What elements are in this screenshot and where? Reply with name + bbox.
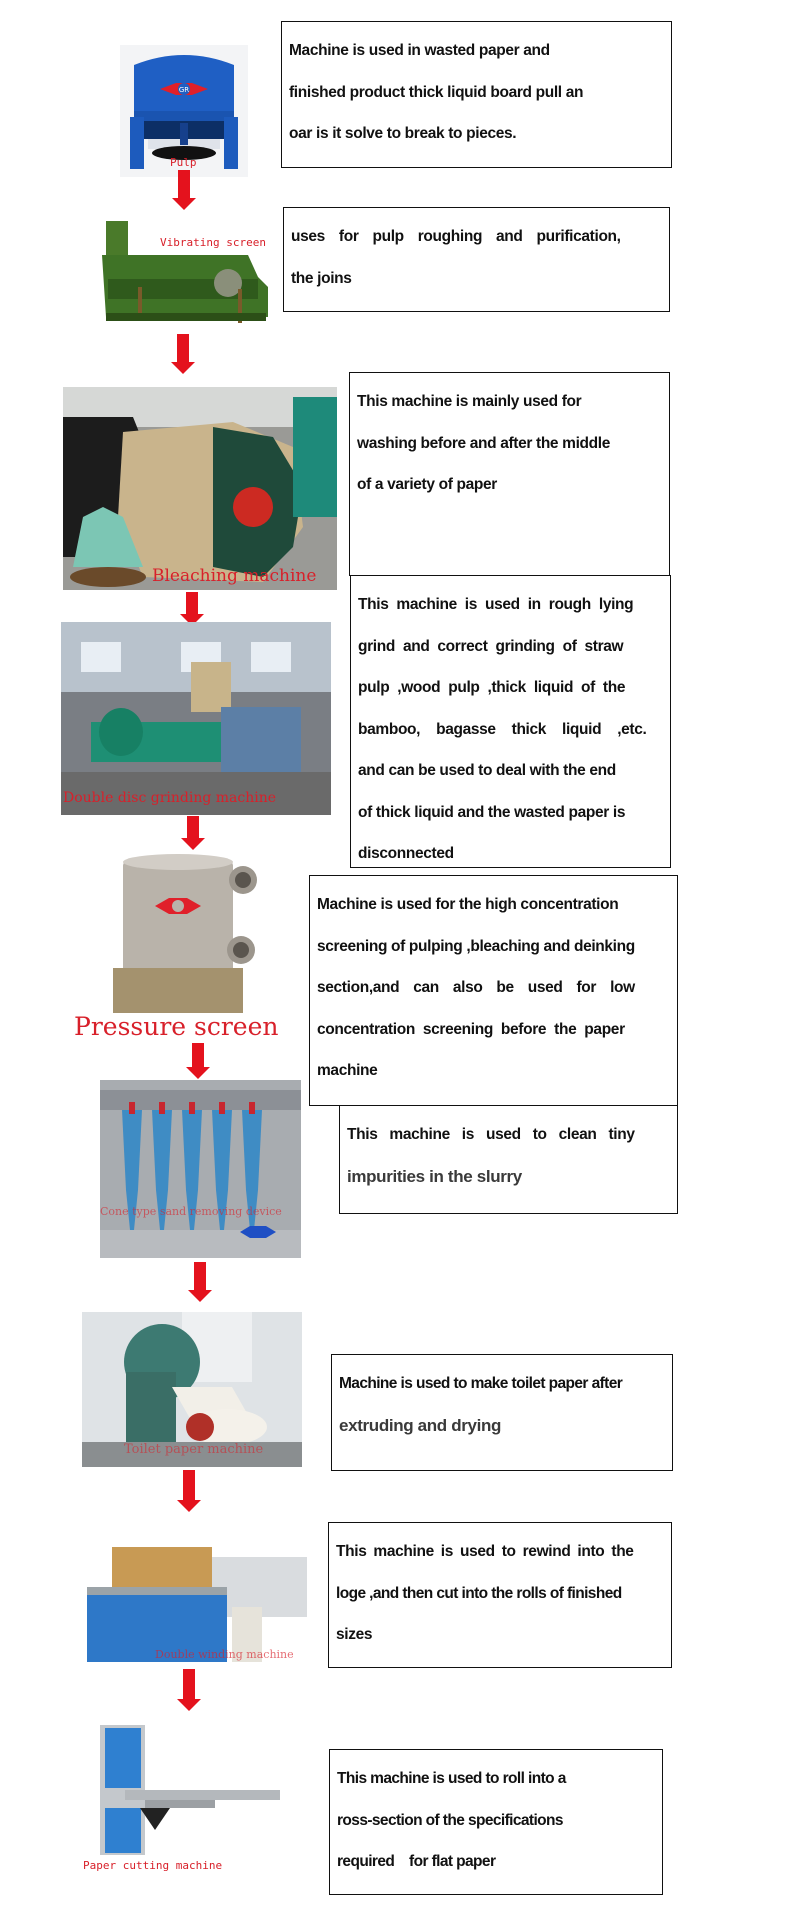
desc-line: disconnected xyxy=(358,845,454,862)
description-box-cutting-machine xyxy=(329,1749,663,1895)
desc-line: washing before and after the middle xyxy=(357,434,611,452)
desc-line: screening of pulping ,bleaching and deinking xyxy=(317,937,635,955)
desc-line: loge ,and then cut into the rolls of finished xyxy=(336,1584,622,1602)
description-box-pressure-screen xyxy=(309,875,678,1106)
desc-line: required for flat paper xyxy=(337,1853,496,1870)
desc-line: This machine is mainly used for xyxy=(357,393,582,410)
desc-line: sizes xyxy=(336,1626,373,1643)
grinding-machine-caption: Double disc grinding machine xyxy=(63,790,277,806)
desc-line: of thick liquid and the wasted paper is xyxy=(358,803,626,821)
flow-arrow-5 xyxy=(186,1043,210,1079)
description-box-toilet-paper-machine xyxy=(331,1354,673,1471)
desc-line: machine xyxy=(317,1062,378,1079)
desc-line: extruding and drying xyxy=(339,1415,502,1435)
cutting-machine-photo xyxy=(85,1720,283,1860)
description-box-vibrating-screen xyxy=(283,207,670,312)
flow-arrow-3 xyxy=(180,592,204,626)
vibrating-screen-caption: Vibrating screen xyxy=(160,236,266,249)
sand-remover-caption: Cone type sand removing device xyxy=(100,1205,282,1218)
desc-line: and can be used to deal with the end xyxy=(358,762,616,779)
sand-remover-photo xyxy=(100,1080,301,1258)
cutting-machine-caption: Paper cutting machine xyxy=(83,1859,223,1872)
desc-line: finished product thick liquid board pull an xyxy=(289,83,584,101)
svg-text:GR: GR xyxy=(178,86,190,94)
flow-arrow-2 xyxy=(171,334,195,374)
vibrating-screen-photo xyxy=(98,217,275,332)
grinding-machine-photo xyxy=(61,622,331,815)
pressure-screen-photo xyxy=(73,850,280,1025)
desc-line: Machine is used in wasted paper and xyxy=(289,42,550,59)
desc-line: oar is it solve to break to pieces. xyxy=(289,125,517,142)
desc-line: This machine is used to clean tiny xyxy=(347,1126,635,1143)
desc-line: impurities in the slurry xyxy=(347,1166,522,1186)
description-box-pulper xyxy=(281,21,672,168)
desc-line: section,and can also be used for low xyxy=(317,979,635,996)
winding-machine-photo xyxy=(82,1527,307,1667)
desc-line: ross-section of the specifications xyxy=(337,1811,563,1829)
desc-line: Machine is used for the high concentration xyxy=(317,896,619,913)
desc-line: of a variety of paper xyxy=(357,476,497,493)
flow-arrow-1 xyxy=(172,170,196,210)
desc-line: pulp ,wood pulp ,thick liquid of the xyxy=(358,679,626,696)
pressure-screen-caption: Pressure screen xyxy=(74,1012,279,1041)
desc-line: the joins xyxy=(291,269,352,287)
winding-machine-caption: Double winding machine xyxy=(155,1648,294,1661)
flow-arrow-4 xyxy=(181,816,205,850)
description-box-winding-machine xyxy=(328,1522,672,1668)
bleaching-machine-caption: Bleaching machine xyxy=(152,566,317,586)
desc-line: bamboo, bagasse thick liquid ,etc. xyxy=(358,720,647,738)
description-box-grinding-machine xyxy=(350,575,671,868)
description-box-bleaching-machine xyxy=(349,372,670,576)
pulp-caption: Pulp xyxy=(170,156,197,169)
flow-arrow-7 xyxy=(177,1470,201,1512)
desc-line: grind and correct grinding of straw xyxy=(358,637,624,655)
toilet-paper-machine-caption: Toilet paper machine xyxy=(124,1442,264,1457)
desc-line: This machine is used to rewind into the xyxy=(336,1543,634,1560)
bleaching-machine-photo xyxy=(63,387,337,590)
flow-arrow-6 xyxy=(188,1262,212,1302)
desc-line: This machine is used in rough lying xyxy=(358,596,634,613)
desc-line: This machine is used to roll into a xyxy=(337,1770,566,1787)
desc-line: uses for pulp roughing and purification, xyxy=(291,228,621,245)
flow-arrow-8 xyxy=(177,1669,201,1711)
desc-line: concentration screening before the paper xyxy=(317,1020,625,1038)
desc-line: Machine is used to make toilet paper after xyxy=(339,1375,623,1392)
description-box-sand-remover xyxy=(339,1105,678,1214)
